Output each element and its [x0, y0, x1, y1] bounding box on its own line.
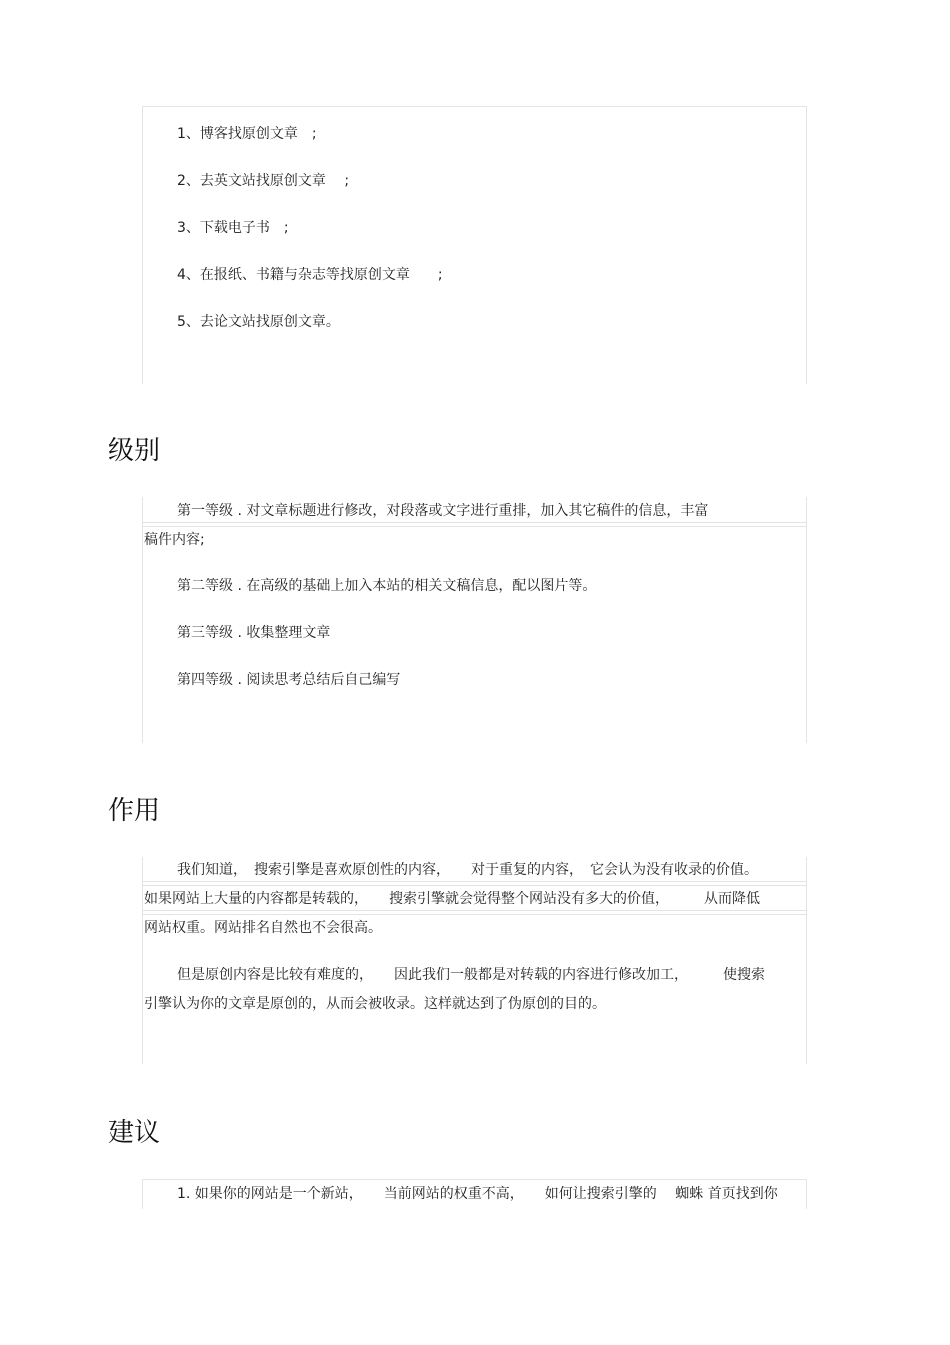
- divider: [142, 914, 807, 915]
- effect-line: 网站权重。网站排名自然也不会很高。: [144, 920, 382, 936]
- section-heading-advice: 建议: [108, 1118, 161, 1148]
- effect-box: [142, 857, 807, 1064]
- divider: [142, 881, 807, 882]
- level-line: 第二等级 . 在高级的基础上加入本站的相关文稿信息，配以图片等。: [177, 578, 597, 594]
- list-item: 1、博客找原创文章 ;: [177, 126, 317, 142]
- list-item: 2、去英文站找原创文章 ;: [177, 173, 350, 189]
- level-line: 第四等级 . 阅读思考总结后自己编写: [177, 672, 401, 688]
- list-item: 4、在报纸、书籍与杂志等找原创文章 ;: [177, 267, 443, 283]
- level-line: 第三等级 . 收集整理文章: [177, 625, 331, 641]
- divider: [142, 910, 807, 911]
- level-box: [142, 497, 807, 743]
- list-item: 3、下载电子书 ;: [177, 220, 289, 236]
- advice-line: 1. 如果你的网站是一个新站， 当前网站的权重不高， 如何让搜索引擎的 蜘蛛 首页找到你: [177, 1186, 778, 1202]
- section-heading-level: 级别: [108, 436, 161, 466]
- effect-line: 我们知道， 搜索引擎是喜欢原创性的内容， 对于重复的内容， 它会认为没有收录的价值。: [177, 862, 758, 878]
- level-line: 稿件内容;: [144, 532, 205, 548]
- effect-line: 引擎认为你的文章是原创的，从而会被收录。这样就达到了伪原创的目的。: [144, 996, 606, 1012]
- list-box: [142, 106, 807, 384]
- divider: [142, 885, 807, 886]
- section-heading-effect: 作用: [108, 796, 161, 826]
- effect-line: 如果网站上大量的内容都是转载的， 搜索引擎就会觉得整个网站没有多大的价值， 从而降低: [144, 891, 760, 907]
- divider: [142, 522, 807, 523]
- effect-line: 但是原创内容是比较有难度的， 因此我们一般都是对转载的内容进行修改加工， 使搜索: [177, 967, 765, 983]
- list-item: 5、去论文站找原创文章。: [177, 314, 340, 330]
- divider: [142, 526, 807, 527]
- level-line: 第一等级 . 对文章标题进行修改，对段落或文字进行重排，加入其它稿件的信息，丰富: [177, 503, 709, 519]
